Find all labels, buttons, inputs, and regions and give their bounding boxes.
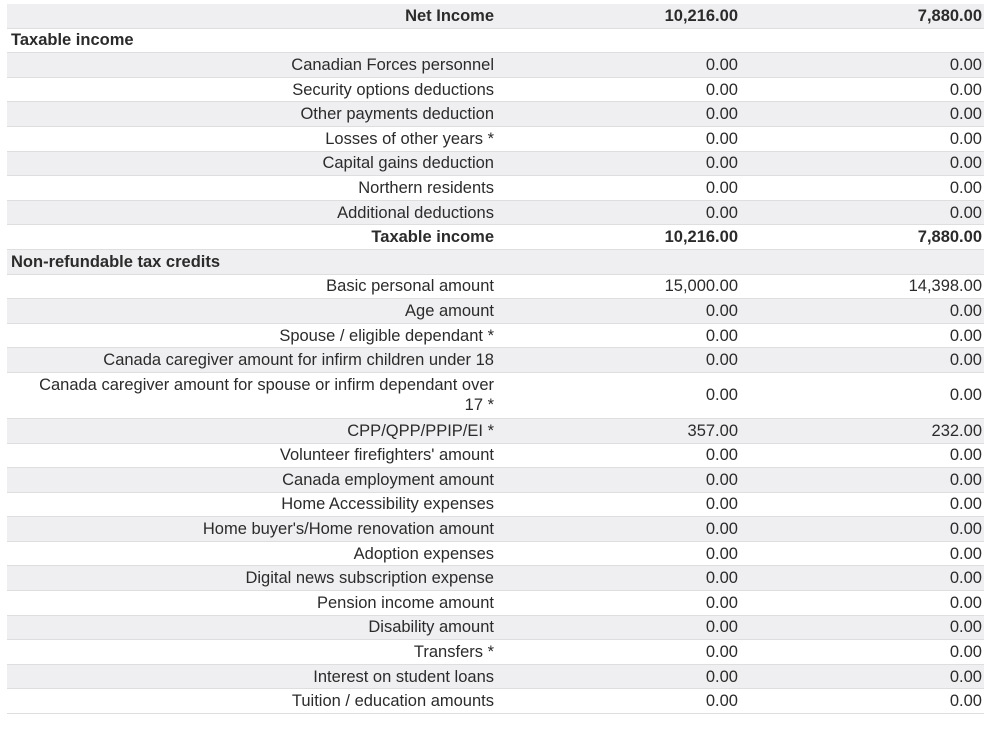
value-column-1: 0.00	[705, 544, 738, 563]
value-column-2: 0.00	[949, 544, 982, 563]
row-label: Home buyer's/Home renovation amount	[202, 520, 494, 539]
row-label: Volunteer firefighters' amount	[279, 446, 494, 465]
value-column-1: 0.00	[705, 667, 738, 686]
value-column-2: 0.00	[949, 618, 982, 637]
value-column-2: 0.00	[949, 593, 982, 612]
table-row	[7, 78, 984, 103]
value-column-1: 0.00	[705, 178, 738, 197]
table-row	[7, 225, 984, 250]
table-row	[7, 616, 984, 641]
value-column-1: 0.00	[705, 203, 738, 222]
row-label: Spouse / eligible dependant *	[279, 326, 494, 345]
row-label: Security options deductions	[292, 80, 494, 99]
value-column-1: 15,000.00	[664, 277, 738, 296]
row-label: Northern residents	[358, 178, 494, 197]
row-label: Pension income amount	[316, 593, 494, 612]
value-column-1: 357.00	[687, 421, 738, 440]
value-column-2: 0.00	[949, 178, 982, 197]
table-row	[7, 275, 984, 300]
value-column-2: 0.00	[949, 446, 982, 465]
row-label: Capital gains deduction	[322, 154, 494, 173]
value-column-2: 232.00	[931, 421, 982, 440]
table-row	[7, 53, 984, 78]
row-label: Losses of other years *	[325, 129, 494, 148]
row-label: CPP/QPP/PPIP/EI *	[347, 421, 494, 440]
row-label: Basic personal amount	[326, 277, 494, 296]
section-header	[7, 250, 984, 275]
row-label: Taxable income	[371, 228, 494, 247]
value-column-2: 7,880.00	[917, 228, 982, 247]
value-column-2: 7,880.00	[917, 6, 982, 25]
table-row	[7, 591, 984, 616]
value-column-1: 0.00	[705, 569, 738, 588]
value-column-1: 0.00	[705, 470, 738, 489]
value-column-2: 0.00	[949, 326, 982, 345]
value-column-1: 0.00	[705, 692, 738, 711]
value-column-1: 0.00	[705, 80, 738, 99]
section-header	[7, 29, 984, 54]
table-row	[7, 566, 984, 591]
value-column-1: 0.00	[705, 351, 738, 370]
section-title: Non-refundable tax credits	[11, 252, 221, 271]
value-column-1: 0.00	[705, 446, 738, 465]
value-column-1: 0.00	[705, 618, 738, 637]
row-label: Digital news subscription expense	[245, 569, 494, 588]
value-column-2: 0.00	[949, 80, 982, 99]
table-row	[7, 127, 984, 152]
row-label: Interest on student loans	[313, 667, 494, 686]
value-column-2: 0.00	[949, 569, 982, 588]
table-row	[7, 517, 984, 542]
table-row	[7, 102, 984, 127]
section-title: Taxable income	[11, 31, 134, 50]
row-label: Canada employment amount	[282, 470, 494, 489]
value-column-2: 0.00	[949, 495, 982, 514]
value-column-2: 0.00	[949, 643, 982, 662]
table-row	[7, 665, 984, 690]
value-column-1: 0.00	[705, 495, 738, 514]
row-label: Home Accessibility expenses	[281, 495, 494, 514]
row-label: Canada caregiver amount for spouse or infirm dependant over 17 *	[39, 376, 494, 415]
table-row	[7, 419, 984, 444]
value-column-2: 0.00	[949, 470, 982, 489]
table-row	[7, 152, 984, 177]
value-column-2: 0.00	[949, 667, 982, 686]
row-label: Net Income	[405, 6, 494, 25]
row-label: Other payments deduction	[300, 105, 494, 124]
row-label: Age amount	[405, 301, 494, 320]
row-label: Disability amount	[368, 618, 494, 637]
table-row	[7, 542, 984, 567]
value-column-1: 0.00	[705, 55, 738, 74]
table-row	[7, 4, 984, 29]
value-column-2: 0.00	[949, 154, 982, 173]
value-column-1: 0.00	[705, 129, 738, 148]
value-column-1: 0.00	[705, 301, 738, 320]
value-column-2: 0.00	[949, 520, 982, 539]
value-column-2: 0.00	[949, 692, 982, 711]
value-column-2: 0.00	[949, 129, 982, 148]
table-row	[7, 444, 984, 469]
row-label: Adoption expenses	[353, 544, 494, 563]
value-column-1: 0.00	[705, 593, 738, 612]
table-row	[7, 493, 984, 518]
value-column-2: 0.00	[949, 105, 982, 124]
value-column-1: 0.00	[705, 386, 738, 405]
value-column-2: 0.00	[949, 301, 982, 320]
table-row	[7, 373, 984, 419]
value-column-2: 0.00	[949, 55, 982, 74]
row-label: Canada caregiver amount for infirm children under 18	[103, 351, 494, 370]
table-row	[7, 324, 984, 349]
value-column-1: 0.00	[705, 154, 738, 173]
value-column-1: 0.00	[705, 326, 738, 345]
row-label: Tuition / education amounts	[291, 692, 494, 711]
table-row	[7, 348, 984, 373]
tax-comparison-table	[7, 4, 984, 714]
table-row	[7, 176, 984, 201]
value-column-2: 0.00	[949, 351, 982, 370]
table-row	[7, 299, 984, 324]
table-row	[7, 689, 984, 714]
value-column-2: 0.00	[949, 203, 982, 222]
value-column-2: 14,398.00	[908, 277, 982, 296]
table-row	[7, 201, 984, 226]
value-column-1: 10,216.00	[664, 228, 738, 247]
value-column-1: 10,216.00	[664, 6, 738, 25]
value-column-1: 0.00	[705, 105, 738, 124]
row-label: Additional deductions	[337, 203, 494, 222]
row-label: Canadian Forces personnel	[291, 55, 494, 74]
value-column-2: 0.00	[949, 386, 982, 405]
table-row	[7, 468, 984, 493]
row-label: Transfers *	[413, 643, 494, 662]
table-row	[7, 640, 984, 665]
value-column-1: 0.00	[705, 520, 738, 539]
value-column-1: 0.00	[705, 643, 738, 662]
